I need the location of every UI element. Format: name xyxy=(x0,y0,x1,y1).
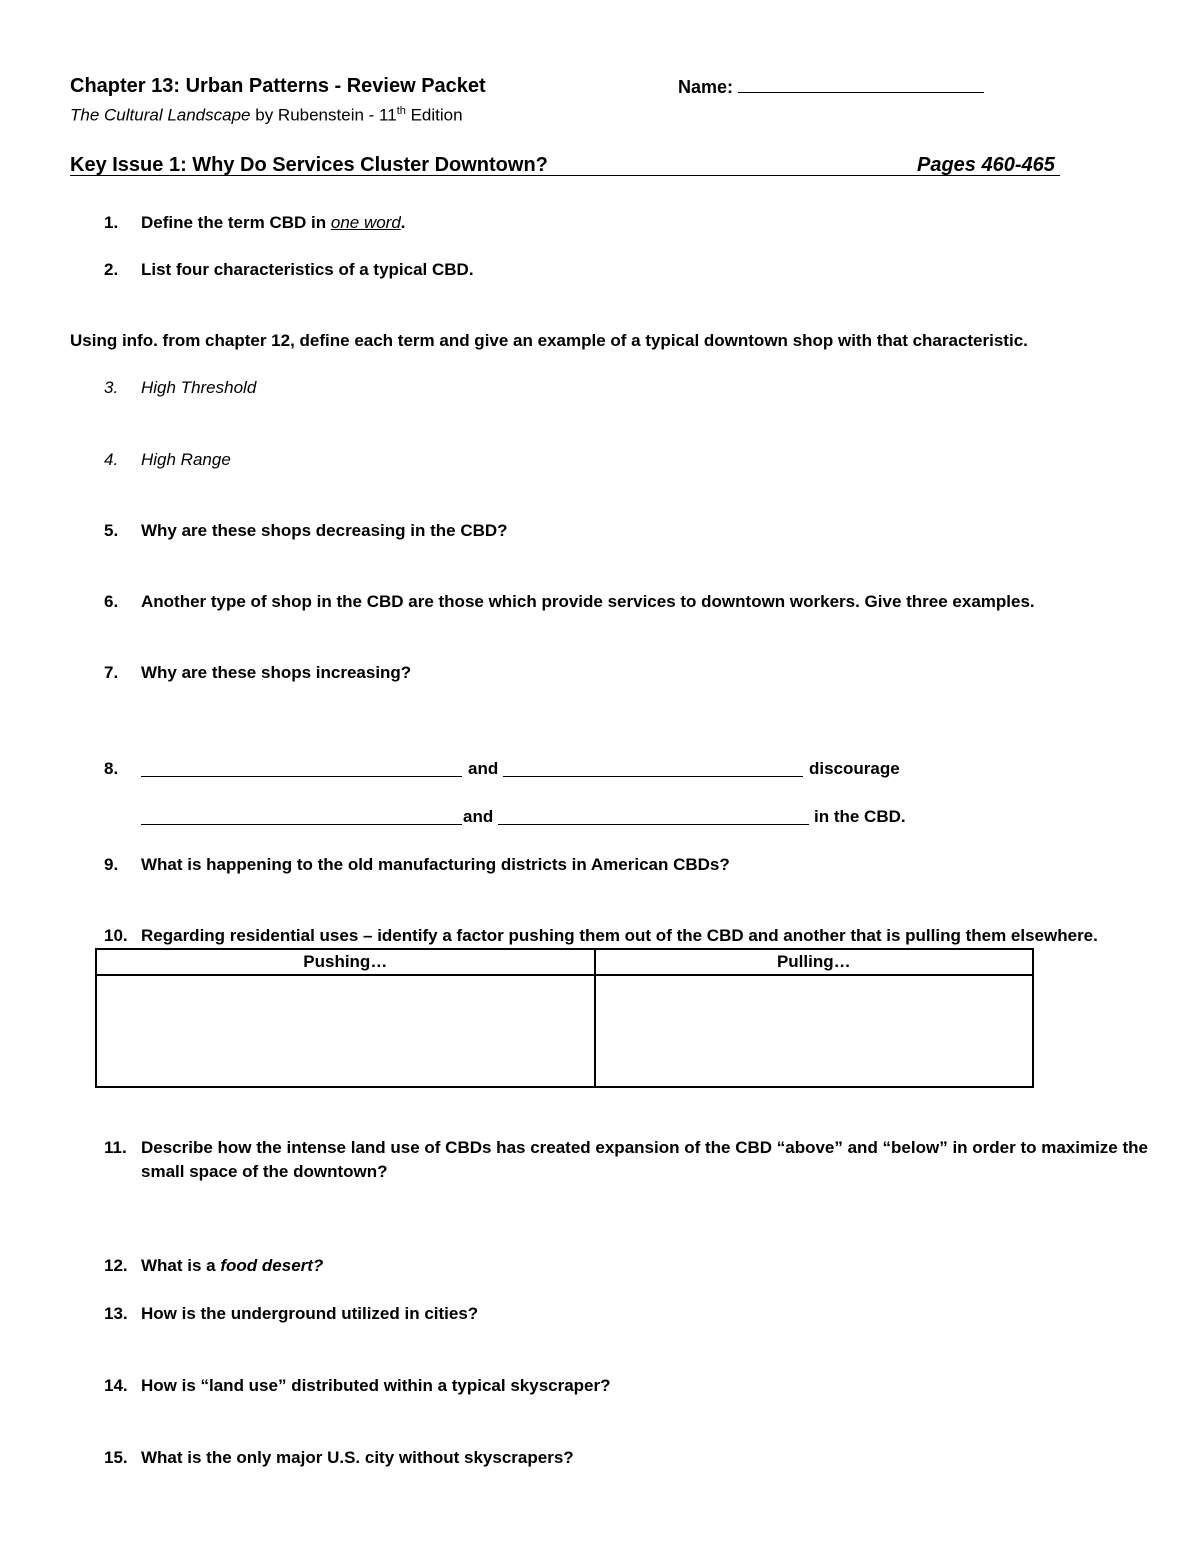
pushing-header: Pushing… xyxy=(96,949,595,975)
name-label: Name: xyxy=(678,77,734,97)
book-title: The Cultural Landscape xyxy=(70,105,251,125)
pulling-header: Pulling… xyxy=(595,949,1033,975)
pulling-answer-cell[interactable] xyxy=(595,975,1033,1087)
question-11-line-2: small space of the downtown? xyxy=(141,1162,388,1181)
q8-discourage: discourage xyxy=(809,759,900,778)
instruction-text: Using info. from chapter 12, define each term and give an example of a typical downtown shop with that characteristic. xyxy=(70,331,1028,350)
key-issue-title: Key Issue 1: Why Do Services Cluster Downtown? xyxy=(70,154,548,176)
name-field[interactable] xyxy=(678,75,984,99)
q8-blank-4[interactable] xyxy=(498,824,809,825)
q8-and-2: and xyxy=(463,807,494,826)
q8-blank-3[interactable] xyxy=(141,824,462,825)
q8-blank-2[interactable] xyxy=(503,776,803,777)
q8-blank-1[interactable] xyxy=(141,776,462,777)
q8-in-cbd: in the CBD. xyxy=(814,807,906,826)
push-pull-table xyxy=(95,948,1034,1088)
book-author: by Rubenstein - 11 xyxy=(250,105,397,125)
page-title: Chapter 13: Urban Patterns - Review Packet xyxy=(70,75,486,97)
pushing-answer-cell[interactable] xyxy=(96,975,595,1087)
edition-superscript: th xyxy=(396,105,406,117)
book-citation xyxy=(70,100,463,127)
key-issue-pages: Pages 460-465 xyxy=(917,154,1055,176)
q8-and-1: and xyxy=(468,759,499,778)
emphasis-food-desert: food desert? xyxy=(220,1256,324,1275)
name-blank[interactable] xyxy=(738,78,984,93)
emphasis-one-word: one word xyxy=(330,213,401,232)
key-issue-rule xyxy=(70,175,1060,176)
edition-word: Edition xyxy=(405,105,463,125)
